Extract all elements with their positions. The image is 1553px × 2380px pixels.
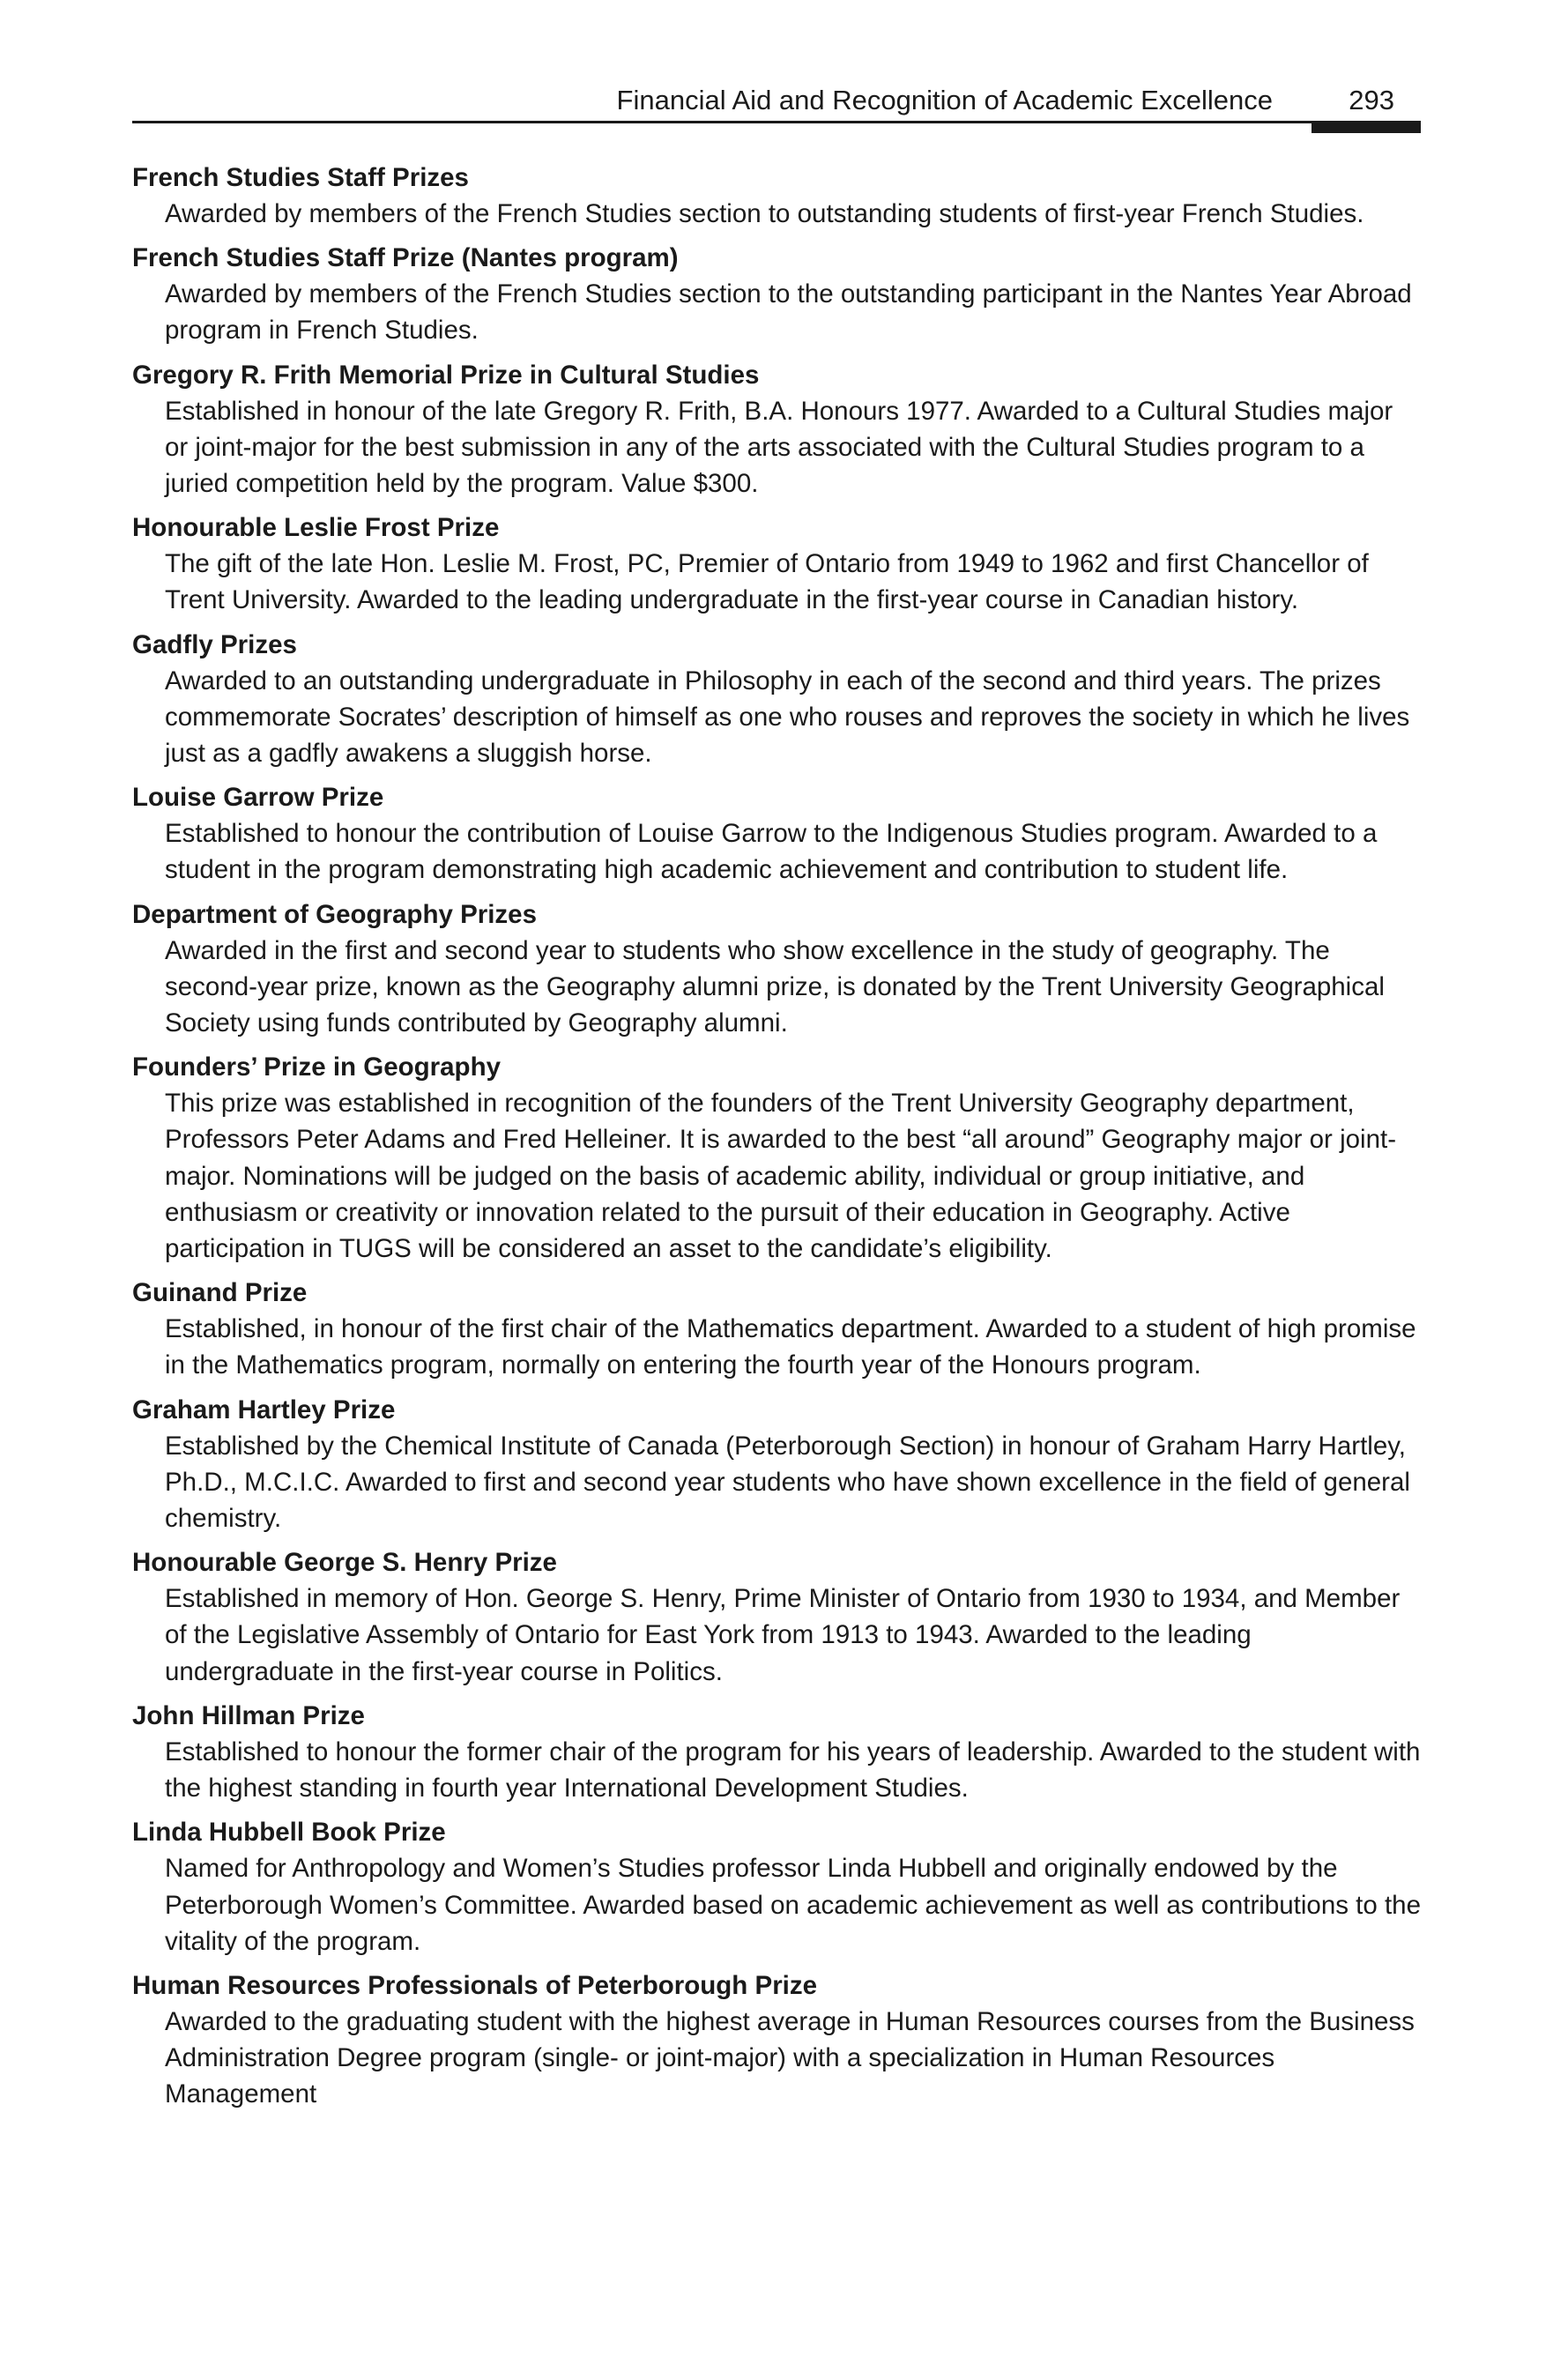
prize-title: Linda Hubbell Book Prize xyxy=(132,1818,446,1848)
prize-description: Established to honour the contribution of Louise Garrow to the Indigenous Studies program. Awarded to a student in the program demonstrating high academic achievement and contribution to student life. xyxy=(165,819,1378,885)
prize-entry xyxy=(132,1814,1421,1960)
prize-description: This prize was established in recognition of the founders of the Trent University Geography department, Professors Peter Adams and Fred Helleiner. It is awarded to the best “all around” Geography major or joint-major. Nominations will be judged on the basis of academic ability, individual or group initiative, and enthusiasm or creativity or innovation related to the pursuit of their education in Geography. Active participation in TUGS will be considered an asset to the candidate’s eligibility. xyxy=(165,1089,1397,1264)
prize-description: Awarded to the graduating student with the highest average in Human Resources courses from the Business Administration Degree program (single- or joint-major) with a specialization in Human Resources Management xyxy=(165,2006,1415,2109)
prize-entry xyxy=(132,896,1421,1042)
prize-entry xyxy=(132,1275,1421,1383)
prize-title: Human Resources Professionals of Peterborough Prize xyxy=(132,1970,818,2000)
prize-description: The gift of the late Hon. Leslie M. Frost, PC, Premier of Ontario from 1949 to 1962 and first Chancellor of Trent University. Awarded to the leading undergraduate in the first-year course in Canadian history. xyxy=(165,549,1369,615)
prize-description: Named for Anthropology and Women’s Studies professor Linda Hubbell and originally endowed by the Peterborough Women’s Committee. Awarded based on academic achievement as well as contributions to the vitality of the program. xyxy=(165,1854,1421,1956)
prize-description: Awarded by members of the French Studies section to outstanding students of first-year French Studies. xyxy=(165,199,1364,228)
prize-entry xyxy=(132,509,1421,618)
prize-title: Gadfly Prizes xyxy=(132,629,297,659)
prize-description: Established to honour the former chair of the program for his years of leadership. Awarded to the student with the highest standing in fourth year International Development Studies. xyxy=(165,1737,1421,1804)
prize-entry xyxy=(132,627,1421,772)
prize-title: John Hillman Prize xyxy=(132,1700,365,1730)
prize-title: Founders’ Prize in Geography xyxy=(132,1052,501,1082)
prize-description: Established in memory of Hon. George S. Henry, Prime Minister of Ontario from 1930 to 1934, and Member of the Legislative Assembly of Ontario for East York from 1913 to 1943. Awarded to the leading undergraduate in the first-year course in Politics. xyxy=(165,1584,1401,1686)
header-tab-block xyxy=(1312,121,1421,133)
running-header-title: Financial Aid and Recognition of Academic Excellence xyxy=(616,85,1273,115)
prize-title: Honourable Leslie Frost Prize xyxy=(132,513,500,543)
prize-description: Established by the Chemical Institute of Canada (Peterborough Section) in honour of Graham Harry Hartley, Ph.D., M.C.I.C. Awarded to first and second year students who have shown excellence in the field of general chemistry. xyxy=(165,1431,1410,1534)
prize-entry xyxy=(132,1698,1421,1806)
prize-title: Graham Hartley Prize xyxy=(132,1395,396,1424)
prize-description: Awarded by members of the French Studies section to the outstanding participant in the Nantes Year Abroad program in French Studies. xyxy=(165,279,1412,346)
prize-entry xyxy=(132,1049,1421,1267)
prize-title: Department of Geography Prizes xyxy=(132,899,537,929)
prize-title: Louise Garrow Prize xyxy=(132,783,384,813)
prize-entry xyxy=(132,779,1421,888)
prize-entry xyxy=(132,160,1421,232)
page-number: 293 xyxy=(1349,85,1394,115)
prize-description: Awarded to an outstanding undergraduate in Philosophy in each of the second and third years. The prizes commemorate Socrates’ description of himself as one who rouses and reproves the society in which he lives just as a gadfly awakens a sluggish horse. xyxy=(165,666,1410,769)
prize-description: Established, in honour of the first chair of the Mathematics department. Awarded to a student of high promise in the Mathematics program, normally on entering the fourth year of the Honours program. xyxy=(165,1314,1416,1380)
header-rule xyxy=(132,121,1312,123)
running-header xyxy=(132,81,1421,123)
prize-title: French Studies Staff Prize (Nantes program) xyxy=(132,243,679,273)
prize-description: Awarded in the first and second year to students who show excellence in the study of geography. The second-year prize, known as the Geography alumni prize, is donated by the Trent University Geographical Society using funds contributed by Geography alumni. xyxy=(165,935,1385,1038)
prize-title: Honourable George S. Henry Prize xyxy=(132,1548,557,1578)
prize-entry xyxy=(132,1544,1421,1690)
prize-title: Gregory R. Frith Memorial Prize in Cultural Studies xyxy=(132,360,760,390)
prize-entry xyxy=(132,1392,1421,1537)
prize-entry xyxy=(132,240,1421,348)
prize-list xyxy=(132,160,1421,2121)
prize-entry xyxy=(132,1967,1421,2113)
prize-title: French Studies Staff Prizes xyxy=(132,163,469,192)
prize-description: Established in honour of the late Gregory R. Frith, B.A. Honours 1977. Awarded to a Cultural Studies major or joint-major for the best submission in any of the arts associated with the Cultural Studies program to a juried competition held by the program. Value $300. xyxy=(165,396,1393,499)
prize-entry xyxy=(132,357,1421,502)
prize-title: Guinand Prize xyxy=(132,1278,308,1308)
